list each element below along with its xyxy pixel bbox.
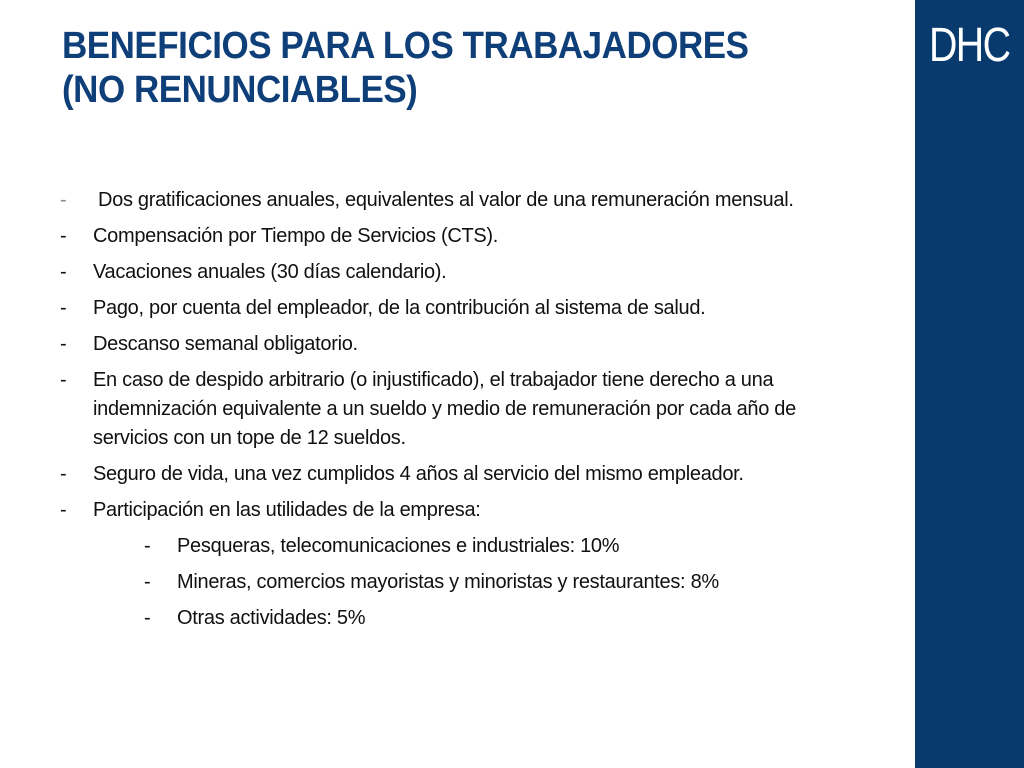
list-item <box>60 330 840 359</box>
bullet-dash: - <box>60 189 67 211</box>
benefits-list <box>60 186 840 640</box>
sub-list-item-text: Pesqueras, telecomunicaciones e industriales: 10% <box>177 535 620 557</box>
bullet-dash: - <box>60 333 67 355</box>
list-item <box>60 294 840 323</box>
list-item <box>60 186 840 215</box>
list-item-text: Dos gratificaciones anuales, equivalentes al valor de una remuneración mensual. <box>98 189 794 211</box>
dhc-logo: DHC <box>929 19 1010 72</box>
bullet-dash: - <box>60 499 67 521</box>
bullet-dash: - <box>60 225 67 247</box>
sub-list-item-text: Mineras, comercios mayoristas y minoristas y restaurantes: 8% <box>177 571 719 593</box>
bullet-dash: - <box>144 607 151 629</box>
list-item <box>60 222 840 251</box>
sub-list-item-text: Otras actividades: 5% <box>177 607 366 629</box>
list-item-text: Vacaciones anuales (30 días calendario). <box>93 261 447 283</box>
brand-side-band <box>915 0 1024 768</box>
list-item <box>60 460 840 489</box>
sub-list-item <box>60 604 840 633</box>
list-item <box>60 366 840 453</box>
list-item <box>60 258 840 287</box>
bullet-dash: - <box>60 261 67 283</box>
bullet-dash: - <box>60 297 67 319</box>
list-item <box>60 496 840 525</box>
bullet-dash: - <box>144 535 151 557</box>
list-item-text: Participación en las utilidades de la empresa: <box>93 499 481 521</box>
bullet-dash: - <box>60 463 67 485</box>
list-item-text: En caso de despido arbitrario (o injustificado), el trabajador tiene derecho a una indemnización equivalente a un sueldo y medio de remuneración por cada año de servicios con un tope de 12 sueldos. <box>93 369 796 449</box>
title-line-2: (NO RENUNCIABLES) <box>62 69 418 111</box>
slide-title <box>62 24 798 112</box>
list-item-text: Seguro de vida, una vez cumplidos 4 años al servicio del mismo empleador. <box>93 463 744 485</box>
sub-list-item <box>60 568 840 597</box>
bullet-dash: - <box>144 571 151 593</box>
list-item-text: Pago, por cuenta del empleador, de la contribución al sistema de salud. <box>93 297 706 319</box>
sub-list-item <box>60 532 840 561</box>
list-item-text: Descanso semanal obligatorio. <box>93 333 358 355</box>
title-line-1: BENEFICIOS PARA LOS TRABAJADORES <box>62 25 749 67</box>
bullet-dash: - <box>60 369 67 391</box>
list-item-text: Compensación por Tiempo de Servicios (CTS). <box>93 225 499 247</box>
